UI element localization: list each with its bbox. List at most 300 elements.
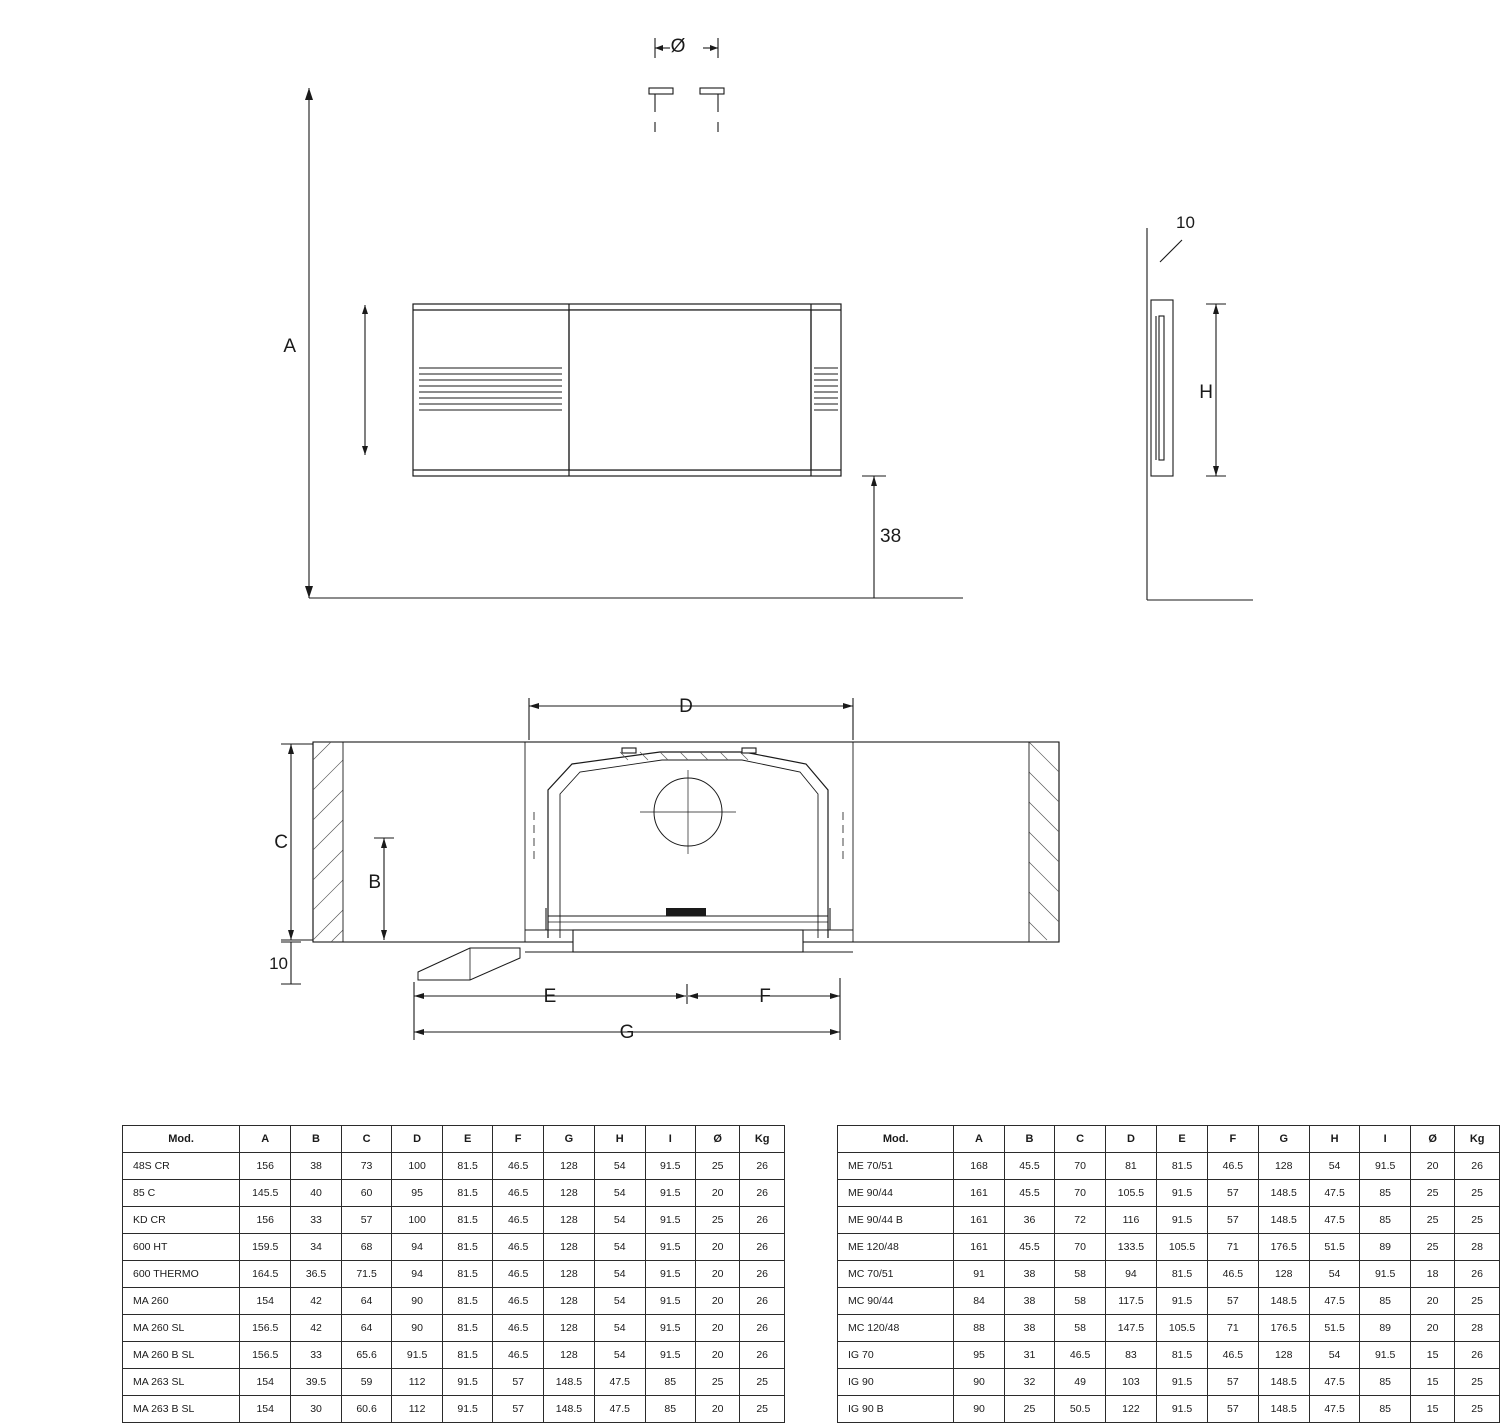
cell-value: 25 [740,1396,785,1423]
cell-value: 60.6 [341,1396,392,1423]
cell-value: 85 [1360,1396,1411,1423]
cell-value: 156.5 [240,1342,291,1369]
cell-value: 85 [1360,1207,1411,1234]
cell-value: 147.5 [1105,1315,1156,1342]
cell-value: 161 [954,1180,1004,1207]
cell-model: 85 C [123,1180,240,1207]
cell-value: 94 [392,1234,443,1261]
cell-value: 148.5 [543,1369,594,1396]
cell-value: 91.5 [392,1342,443,1369]
col-h: H [594,1126,645,1153]
cell-value: 46.5 [1208,1261,1259,1288]
cell-model: 600 HT [123,1234,240,1261]
col-c: C [1055,1126,1106,1153]
cell-model: ME 90/44 [838,1180,954,1207]
cell-value: 91.5 [1156,1396,1207,1423]
cell-value: 26 [1455,1342,1500,1369]
cell-value: 148.5 [1258,1207,1309,1234]
cell-value: 71 [1208,1315,1259,1342]
cell-value: 32 [1004,1369,1055,1396]
col-e: E [442,1126,493,1153]
cell-value: 46.5 [493,1288,544,1315]
cell-model: ME 70/51 [838,1153,954,1180]
cell-value: 45.5 [1004,1234,1055,1261]
label-f: F [759,986,771,1007]
cell-value: 91.5 [645,1315,696,1342]
label-b: B [368,872,381,893]
cell-value: 38 [1004,1315,1055,1342]
cell-value: 57 [1208,1207,1259,1234]
table-body-right [838,1153,1500,1423]
col-g: G [1258,1126,1309,1153]
cell-value: 36.5 [291,1261,342,1288]
cell-value: 47.5 [1309,1396,1360,1423]
label-38: 38 [880,526,902,547]
cell-value: 47.5 [594,1369,645,1396]
cell-value: 72 [1055,1207,1106,1234]
cell-value: 168 [954,1153,1004,1180]
cell-value: 128 [1258,1153,1309,1180]
col-a: A [954,1126,1004,1153]
label-a: A [283,336,296,357]
cell-value: 133.5 [1105,1234,1156,1261]
cell-value: 15 [1410,1342,1454,1369]
col-e: E [1156,1126,1207,1153]
cell-value: 58 [1055,1288,1106,1315]
spec-table-right-block [837,1125,1500,1423]
table-row [838,1288,1500,1315]
cell-value: 84 [954,1288,1004,1315]
cell-value: 18 [1410,1261,1454,1288]
cell-value: 20 [696,1396,740,1423]
cell-value: 105.5 [1156,1234,1207,1261]
cell-value: 91 [954,1261,1004,1288]
cell-value: 81.5 [442,1315,493,1342]
cell-value: 156.5 [240,1315,291,1342]
cell-value: 42 [291,1315,342,1342]
cell-value: 81.5 [1156,1153,1207,1180]
cell-value: 20 [696,1261,740,1288]
cell-value: 51.5 [1309,1234,1360,1261]
cell-value: 90 [954,1369,1004,1396]
col-diameter: Ø [696,1126,740,1153]
cell-value: 30 [291,1396,342,1423]
cell-value: 47.5 [1309,1180,1360,1207]
cell-value: 94 [392,1261,443,1288]
cell-value: 46.5 [1055,1342,1106,1369]
label-diameter: Ø [670,36,686,57]
col-a: A [240,1126,291,1153]
col-i: I [645,1126,696,1153]
cell-value: 128 [1258,1261,1309,1288]
cell-value: 15 [1410,1369,1454,1396]
side-view [1147,228,1253,600]
cell-value: 25 [1455,1180,1500,1207]
cell-value: 148.5 [543,1396,594,1423]
cell-value: 25 [696,1369,740,1396]
cell-model: MC 90/44 [838,1288,954,1315]
cell-model: MA 263 SL [123,1369,240,1396]
col-kg: Kg [1455,1126,1500,1153]
col-h: H [1309,1126,1360,1153]
cell-value: 156 [240,1207,291,1234]
cell-value: 91.5 [442,1396,493,1423]
cell-value: 81.5 [442,1153,493,1180]
cell-value: 89 [1360,1315,1411,1342]
cell-value: 70 [1055,1153,1106,1180]
cell-value: 90 [954,1396,1004,1423]
cell-value: 54 [594,1315,645,1342]
cell-model: 48S CR [123,1153,240,1180]
cell-value: 33 [291,1342,342,1369]
cell-value: 20 [696,1234,740,1261]
cell-value: 25 [1410,1207,1454,1234]
cell-value: 46.5 [493,1234,544,1261]
cell-value: 154 [240,1369,291,1396]
col-kg: Kg [740,1126,785,1153]
cell-value: 54 [594,1288,645,1315]
cell-value: 81.5 [1156,1342,1207,1369]
cell-value: 68 [341,1234,392,1261]
cell-value: 54 [1309,1261,1360,1288]
cell-value: 39.5 [291,1369,342,1396]
cell-value: 25 [696,1207,740,1234]
cell-value: 54 [594,1207,645,1234]
cell-value: 89 [1360,1234,1411,1261]
cell-value: 81.5 [442,1234,493,1261]
cell-value: 103 [1105,1369,1156,1396]
table-row [123,1261,785,1288]
cell-value: 81.5 [1156,1261,1207,1288]
cell-value: 176.5 [1258,1315,1309,1342]
cell-value: 49 [1055,1369,1106,1396]
table-header-row [838,1126,1500,1153]
cell-value: 42 [291,1288,342,1315]
cell-value: 81.5 [442,1207,493,1234]
table-row [123,1180,785,1207]
cell-value: 36 [1004,1207,1055,1234]
table-row [123,1315,785,1342]
cell-value: 90 [392,1288,443,1315]
cell-value: 148.5 [1258,1369,1309,1396]
cell-value: 20 [696,1342,740,1369]
cell-value: 31 [1004,1342,1055,1369]
cell-value: 91.5 [1360,1342,1411,1369]
table-row [123,1369,785,1396]
cell-value: 46.5 [1208,1342,1259,1369]
front-view [413,304,841,476]
cell-value: 57 [1208,1369,1259,1396]
label-d: D [679,696,693,717]
cell-value: 91.5 [1156,1180,1207,1207]
col-g: G [543,1126,594,1153]
cell-value: 112 [392,1396,443,1423]
cell-value: 25 [1455,1207,1500,1234]
cell-value: 81 [1105,1153,1156,1180]
cell-value: 128 [543,1153,594,1180]
cell-value: 128 [543,1180,594,1207]
col-b: B [291,1126,342,1153]
cell-value: 26 [1455,1261,1500,1288]
cell-value: 156 [240,1153,291,1180]
cell-value: 15 [1410,1396,1454,1423]
col-mod: Mod. [123,1126,240,1153]
cell-value: 100 [392,1207,443,1234]
cell-value: 47.5 [1309,1369,1360,1396]
cell-value: 25 [1455,1369,1500,1396]
cell-model: MC 70/51 [838,1261,954,1288]
cell-value: 91.5 [1360,1261,1411,1288]
cell-value: 54 [594,1342,645,1369]
col-diameter: Ø [1410,1126,1454,1153]
cell-value: 91.5 [645,1288,696,1315]
spec-table-right [837,1125,1500,1423]
cell-value: 128 [543,1288,594,1315]
cell-model: IG 90 B [838,1396,954,1423]
cell-value: 38 [1004,1261,1055,1288]
cell-value: 59 [341,1369,392,1396]
cell-value: 161 [954,1207,1004,1234]
spec-tables [0,1125,1500,1423]
cell-value: 91.5 [645,1153,696,1180]
cell-model: KD CR [123,1207,240,1234]
cell-value: 50.5 [1055,1396,1106,1423]
label-10-top: 10 [1176,213,1195,232]
cell-value: 25 [1455,1396,1500,1423]
cell-value: 91.5 [645,1342,696,1369]
table-row [838,1342,1500,1369]
cell-value: 81.5 [442,1288,493,1315]
cell-value: 91.5 [645,1180,696,1207]
col-c: C [341,1126,392,1153]
col-i: I [1360,1126,1411,1153]
cell-value: 65.6 [341,1342,392,1369]
cell-model: IG 90 [838,1369,954,1396]
cell-value: 46.5 [1208,1153,1259,1180]
table-row [123,1207,785,1234]
cell-value: 25 [696,1153,740,1180]
cell-value: 90 [392,1315,443,1342]
label-10-bottom: 10 [269,954,288,973]
cell-value: 122 [1105,1396,1156,1423]
cell-value: 34 [291,1234,342,1261]
cell-value: 148.5 [1258,1396,1309,1423]
cell-value: 117.5 [1105,1288,1156,1315]
col-b: B [1004,1126,1055,1153]
label-c: C [274,832,288,853]
cell-value: 91.5 [1156,1369,1207,1396]
cell-value: 26 [740,1153,785,1180]
cell-value: 91.5 [442,1369,493,1396]
cell-value: 83 [1105,1342,1156,1369]
dimension-i-tick [362,305,368,455]
cell-value: 20 [696,1180,740,1207]
cell-value: 81.5 [442,1261,493,1288]
cell-value: 161 [954,1234,1004,1261]
cell-value: 33 [291,1207,342,1234]
cell-value: 159.5 [240,1234,291,1261]
diameter-detail [649,38,724,132]
table-row [123,1234,785,1261]
cell-value: 70 [1055,1180,1106,1207]
cell-model: MA 263 B SL [123,1396,240,1423]
cell-value: 54 [594,1153,645,1180]
table-row [123,1153,785,1180]
cell-value: 46.5 [493,1261,544,1288]
cell-value: 45.5 [1004,1180,1055,1207]
cell-value: 91.5 [1360,1153,1411,1180]
table-body-left [123,1153,785,1423]
cell-value: 47.5 [1309,1207,1360,1234]
cell-value: 47.5 [1309,1288,1360,1315]
cell-value: 26 [740,1315,785,1342]
cell-value: 154 [240,1288,291,1315]
table-header-row [123,1126,785,1153]
cell-value: 25 [1410,1234,1454,1261]
cell-value: 91.5 [1156,1288,1207,1315]
cell-value: 81.5 [442,1180,493,1207]
cell-value: 57 [493,1369,544,1396]
cell-value: 116 [1105,1207,1156,1234]
cell-value: 73 [341,1153,392,1180]
cell-value: 128 [543,1315,594,1342]
cell-model: ME 120/48 [838,1234,954,1261]
cell-value: 46.5 [493,1315,544,1342]
cell-value: 46.5 [493,1153,544,1180]
cell-value: 91.5 [645,1261,696,1288]
cell-value: 81.5 [442,1342,493,1369]
cell-value: 20 [696,1315,740,1342]
cell-value: 105.5 [1156,1315,1207,1342]
cell-value: 128 [543,1342,594,1369]
cell-value: 26 [740,1234,785,1261]
section-view [313,742,1059,980]
cell-model: IG 70 [838,1342,954,1369]
cell-value: 28 [1455,1234,1500,1261]
cell-value: 51.5 [1309,1315,1360,1342]
spec-table-left [122,1125,785,1423]
cell-value: 45.5 [1004,1153,1055,1180]
cell-value: 54 [594,1180,645,1207]
cell-value: 91.5 [645,1207,696,1234]
cell-value: 26 [1455,1153,1500,1180]
table-row [838,1207,1500,1234]
cell-value: 85 [1360,1369,1411,1396]
cell-value: 54 [1309,1153,1360,1180]
table-row [123,1342,785,1369]
cell-value: 128 [1258,1342,1309,1369]
cell-value: 95 [954,1342,1004,1369]
table-row [838,1261,1500,1288]
cell-value: 20 [1410,1315,1454,1342]
cell-model: MA 260 B SL [123,1342,240,1369]
col-d: D [1105,1126,1156,1153]
cell-value: 145.5 [240,1180,291,1207]
cell-value: 25 [1004,1396,1055,1423]
cell-model: 600 THERMO [123,1261,240,1288]
cell-value: 57 [1208,1396,1259,1423]
cell-value: 128 [543,1207,594,1234]
cell-value: 164.5 [240,1261,291,1288]
table-row [123,1288,785,1315]
cell-value: 26 [740,1180,785,1207]
cell-value: 85 [1360,1288,1411,1315]
cell-value: 64 [341,1315,392,1342]
cell-model: MA 260 [123,1288,240,1315]
cell-value: 28 [1455,1315,1500,1342]
cell-value: 105.5 [1105,1180,1156,1207]
cell-value: 20 [1410,1153,1454,1180]
cell-value: 25 [1455,1288,1500,1315]
cell-value: 46.5 [493,1342,544,1369]
cell-model: MC 120/48 [838,1315,954,1342]
cell-value: 64 [341,1288,392,1315]
table-row [838,1396,1500,1423]
cell-value: 54 [1309,1342,1360,1369]
cell-value: 38 [291,1153,342,1180]
cell-value: 54 [594,1261,645,1288]
label-e: E [543,986,557,1007]
table-row [838,1153,1500,1180]
cell-value: 57 [1208,1288,1259,1315]
col-f: F [1208,1126,1259,1153]
cell-value: 46.5 [493,1180,544,1207]
cell-value: 112 [392,1369,443,1396]
cell-value: 95 [392,1180,443,1207]
spec-table-left-block [122,1125,785,1423]
label-h: H [1199,382,1213,403]
col-d: D [392,1126,443,1153]
cell-value: 38 [1004,1288,1055,1315]
cell-value: 57 [341,1207,392,1234]
table-row [838,1180,1500,1207]
label-g: G [619,1022,635,1043]
cell-value: 54 [594,1234,645,1261]
cell-model: ME 90/44 B [838,1207,954,1234]
cell-value: 128 [543,1261,594,1288]
cell-value: 71.5 [341,1261,392,1288]
cell-value: 154 [240,1396,291,1423]
cell-value: 85 [645,1396,696,1423]
cell-value: 91.5 [1156,1207,1207,1234]
table-row [838,1369,1500,1396]
cell-value: 60 [341,1180,392,1207]
cell-model: MA 260 SL [123,1315,240,1342]
table-row [838,1315,1500,1342]
cell-value: 25 [1410,1180,1454,1207]
cell-value: 148.5 [1258,1180,1309,1207]
cell-value: 70 [1055,1234,1106,1261]
cell-value: 20 [696,1288,740,1315]
cell-value: 26 [740,1261,785,1288]
cell-value: 91.5 [645,1234,696,1261]
cell-value: 71 [1208,1234,1259,1261]
cell-value: 58 [1055,1315,1106,1342]
cell-value: 85 [1360,1180,1411,1207]
cell-value: 148.5 [1258,1288,1309,1315]
col-mod: Mod. [838,1126,954,1153]
cell-value: 94 [1105,1261,1156,1288]
cell-value: 46.5 [493,1207,544,1234]
cell-value: 20 [1410,1288,1454,1315]
cell-value: 58 [1055,1261,1106,1288]
cell-value: 26 [740,1207,785,1234]
cell-value: 25 [740,1369,785,1396]
cell-value: 57 [1208,1180,1259,1207]
cell-value: 26 [740,1288,785,1315]
table-row [123,1396,785,1423]
cell-value: 26 [740,1342,785,1369]
